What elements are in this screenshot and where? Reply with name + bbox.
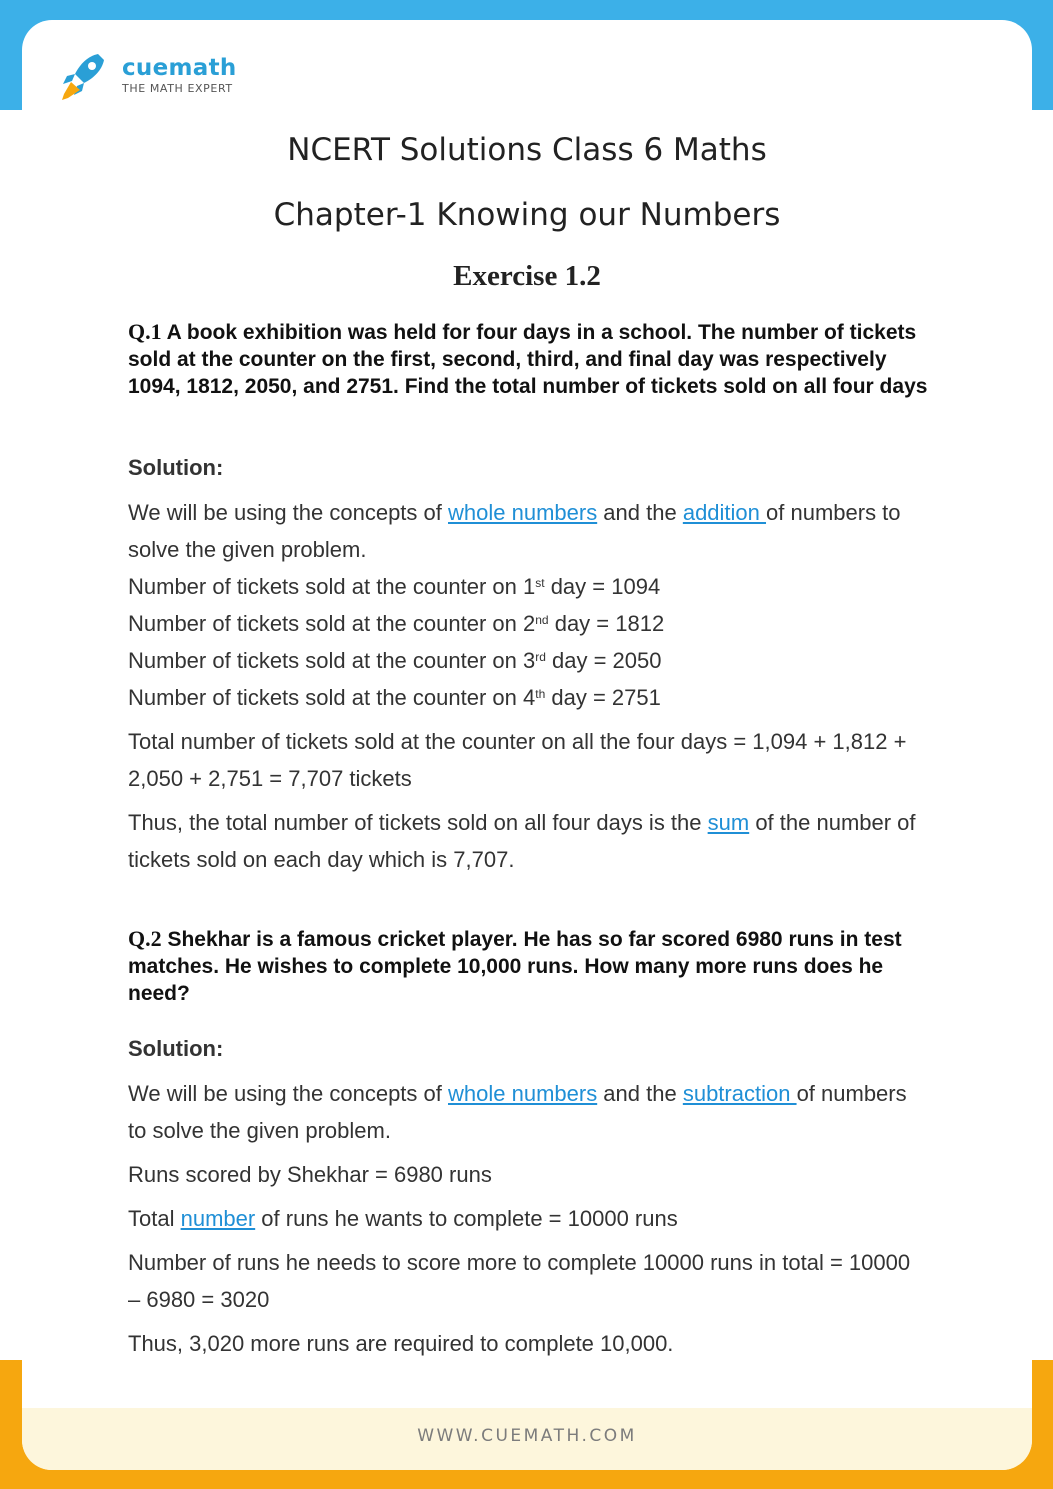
intro-text: and the	[597, 1081, 683, 1106]
runs-needed-line: Number of runs he needs to score more to complete 10000 runs in total = 10000 – 6980 = 3020	[128, 1250, 911, 1312]
solution-1-body	[128, 494, 928, 878]
whole-numbers-link[interactable]: whole numbers	[448, 1081, 598, 1106]
day-ordinal: rd	[535, 650, 546, 664]
solution-1-intro	[128, 494, 928, 568]
day-line	[128, 642, 928, 679]
whole-numbers-link[interactable]: whole numbers	[448, 500, 598, 525]
solution-2-intro	[128, 1075, 928, 1149]
day-line	[128, 679, 928, 716]
brand-name: cuemath	[122, 55, 237, 81]
solution-2-body	[128, 1075, 928, 1362]
rocket-icon	[58, 50, 114, 106]
cuemath-logo[interactable]	[58, 50, 258, 110]
day-value: day = 1094	[544, 574, 661, 599]
question-2	[128, 925, 928, 1007]
addition-link[interactable]: addition	[682, 500, 767, 525]
day-ordinal: nd	[535, 613, 549, 627]
solution-2-heading-text: Solution:	[128, 1036, 224, 1061]
runs-scored-line: Runs scored by Shekhar = 6980 runs	[128, 1162, 492, 1187]
total-runs-line	[128, 1200, 928, 1237]
day-number: 3	[522, 648, 536, 673]
day-ordinal: th	[535, 687, 546, 701]
day-number: 4	[522, 685, 536, 710]
page-footer	[22, 1408, 1032, 1470]
page-card	[22, 20, 1032, 1470]
intro-text: and the	[597, 500, 683, 525]
intro-text: of numbers to solve the given problem.	[128, 1081, 907, 1143]
day-value: day = 2050	[545, 648, 662, 673]
day-line-prefix: Number of tickets sold at the counter on	[128, 574, 523, 599]
subtraction-link[interactable]: subtraction	[682, 1081, 797, 1106]
sum-link[interactable]: sum	[707, 810, 750, 835]
question-1-label: Q.1	[128, 319, 162, 344]
conclusion-text: Thus, the total number of tickets sold on all four days is the	[128, 810, 708, 835]
day-line-prefix: Number of tickets sold at the counter on	[128, 685, 523, 710]
question-2-text: Shekhar is a famous cricket player. He has so far scored 6980 runs in test matches. He wishes to complete 10,000 runs. How many more runs does he need?	[128, 928, 902, 1005]
solution-1-conclusion	[128, 804, 928, 878]
total-runs-text: of runs he wants to complete = 10000 runs	[255, 1206, 678, 1231]
question-2-label: Q.2	[128, 926, 162, 951]
day-ordinal: st	[535, 576, 545, 590]
day-value: day = 1812	[548, 611, 665, 636]
day-number: 2	[522, 611, 536, 636]
question-2-block	[128, 925, 928, 1007]
day-number: 1	[522, 574, 536, 599]
number-link[interactable]: number	[180, 1206, 256, 1231]
page-title: NCERT Solutions Class 6 Maths	[287, 132, 767, 168]
intro-text: We will be using the concepts of	[128, 500, 448, 525]
brand-tagline: THE MATH EXPERT	[122, 82, 233, 95]
day-value: day = 2751	[545, 685, 661, 710]
solution-2-heading	[128, 1036, 928, 1062]
question-1-block	[128, 318, 928, 400]
total-line: Total number of tickets sold at the counter on all the four days = 1,094 + 1,812 + 2,050 + 2,751 = 7,707 tickets	[128, 729, 907, 791]
question-1-text: A book exhibition was held for four days in a school. The number of tickets sold at the counter on the first, second, third, and final day was respectively 1094, 1812, 2050, and 2751. Find the total number of tickets sold on all four days	[128, 321, 928, 398]
solution-1-heading	[128, 455, 928, 481]
total-runs-text: Total	[128, 1206, 181, 1231]
day-line	[128, 605, 928, 642]
solution-1-heading-text: Solution:	[128, 455, 224, 480]
day-line	[128, 568, 928, 605]
conclusion-text: of the number of tickets sold on each day which is 7,707.	[128, 810, 916, 872]
day-line-prefix: Number of tickets sold at the counter on	[128, 648, 523, 673]
question-1	[128, 318, 928, 400]
intro-text: We will be using the concepts of	[128, 1081, 448, 1106]
footer-url[interactable]: WWW.CUEMATH.COM	[417, 1426, 637, 1446]
solution-2-conclusion: Thus, 3,020 more runs are required to complete 10,000.	[128, 1331, 674, 1356]
day-line-prefix: Number of tickets sold at the counter on	[128, 611, 523, 636]
exercise-heading: Exercise 1.2	[453, 260, 601, 292]
intro-text: of numbers to solve the given problem.	[128, 500, 901, 562]
chapter-title: Chapter-1 Knowing our Numbers	[273, 197, 781, 233]
